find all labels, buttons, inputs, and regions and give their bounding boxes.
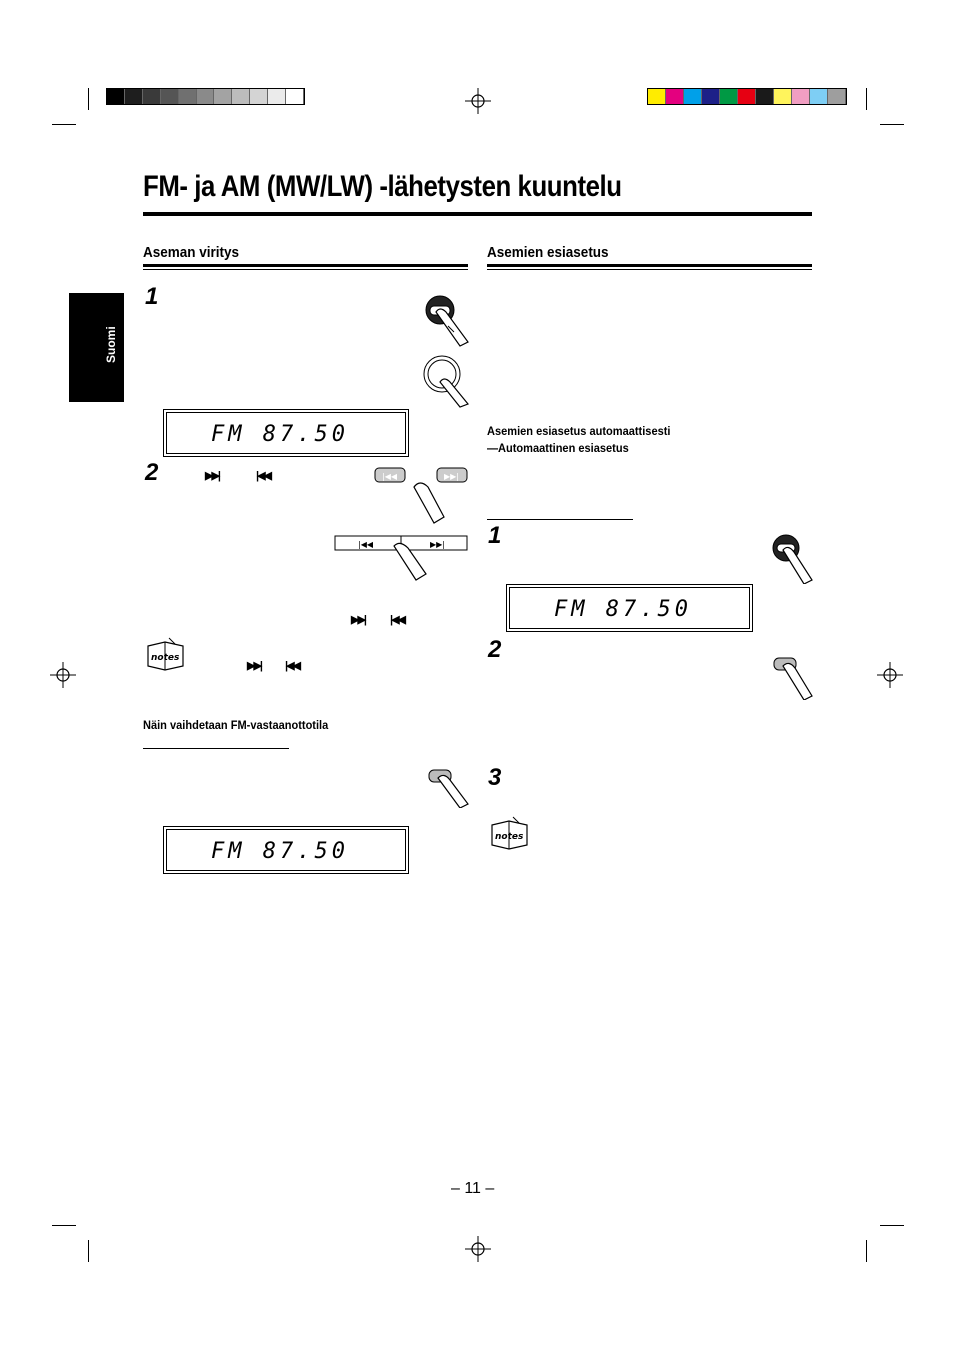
right-sub-rule [487,519,633,520]
gray-swatch [161,89,179,104]
finger-pressing-dark-button-icon [418,292,474,348]
finger-pressing-dark-button-icon-right [768,532,814,584]
next-symbol-2: ▶▶| [351,614,365,626]
fm-display-panel-2 [166,829,406,871]
language-side-tab [69,293,124,402]
color-swatch [774,89,792,104]
left-heading-rule-thin [143,269,468,270]
svg-text:▶▶|: ▶▶| [430,540,445,549]
gray-swatch [268,89,286,104]
color-swatch [738,89,756,104]
notes-label-left: notes [151,653,180,663]
gray-swatch [286,89,304,104]
gray-swatch [232,89,250,104]
next-symbol: ▶▶| [205,470,219,482]
svg-text:|◀◀: |◀◀ [358,540,373,549]
fm-display-text-3: FM 87.50 [554,597,692,622]
crop-mark-tl-v [88,88,89,110]
left-sub-rule [143,748,289,749]
crop-mark-tr-v [866,88,867,110]
page-number: – 11 – [451,1180,495,1197]
crop-mark-tl-h [52,124,76,125]
color-calibration-bar [647,88,847,105]
notes-label-right: notes [495,832,524,842]
title-rule [143,212,812,216]
gray-swatch [143,89,161,104]
gray-calibration-bar [106,88,305,105]
left-heading-rule [143,264,468,267]
prev-symbol: |◀◀ [256,470,270,482]
right-step-3-number: 3 [488,764,502,791]
gray-swatch [214,89,232,104]
crop-mark-tr-h [880,124,904,125]
color-swatch [648,89,666,104]
auto-preset-subheading-line2: —Automaattinen esiasetus [487,441,629,455]
color-swatch [720,89,738,104]
crop-mark-br-h [880,1225,904,1226]
gray-swatch [179,89,197,104]
right-step-2-number: 2 [488,636,502,663]
side-tab-label: Suomi [104,326,118,363]
crop-mark-bl-h [52,1225,76,1226]
notes-icon-right [489,815,531,851]
color-swatch [702,89,720,104]
right-section-heading: Asemien esiasetus [487,244,609,261]
fm-display-text-2: FM 87.50 [211,839,349,864]
prev-symbol-2: |◀◀ [390,614,404,626]
right-heading-rule [487,264,812,267]
fm-display-text-1: FM 87.50 [211,422,349,447]
color-swatch [828,89,846,104]
next-symbol-3: ▶▶| [247,660,261,672]
right-step-1-number: 1 [488,522,502,549]
svg-text:▶▶|: ▶▶| [444,472,459,481]
finger-pressing-gray-button-icon-right [770,656,816,700]
svg-text:|◀◀: |◀◀ [382,472,397,481]
color-swatch [756,89,774,104]
left-step-2-number: 2 [145,459,159,486]
finger-turning-dial-icon [418,352,474,408]
gray-swatch [250,89,268,104]
gray-swatch [107,89,125,104]
skip-buttons-finger-icon [372,465,470,525]
registration-target-bottom [465,1236,491,1262]
color-swatch [666,89,684,104]
fm-mode-subheading: Näin vaihdetaan FM-vastaanottotila [143,718,329,732]
right-heading-rule-thin [487,269,812,270]
notes-icon-left [145,636,187,672]
crop-mark-bl-v [88,1240,89,1262]
page-title: FM- ja AM (MW/LW) -lähetysten kuuntelu [143,170,622,203]
left-section-heading: Aseman viritys [143,244,240,261]
color-swatch [684,89,702,104]
prev-symbol-3: |◀◀ [285,660,299,672]
auto-preset-subheading-line1: Asemien esiasetus automaattisesti [487,424,671,438]
gray-swatch [125,89,143,104]
fm-display-panel-3 [509,587,750,629]
crop-mark-br-v [866,1240,867,1262]
gray-swatch [197,89,215,104]
skip-bar-finger-icon [334,532,470,582]
finger-pressing-gray-button-icon [424,768,474,808]
left-step-1-number: 1 [145,283,159,310]
fm-display-panel-1 [166,412,406,454]
registration-target-top [465,88,491,114]
registration-target-left [50,662,76,688]
color-swatch [810,89,828,104]
registration-target-right [877,662,903,688]
color-swatch [792,89,810,104]
